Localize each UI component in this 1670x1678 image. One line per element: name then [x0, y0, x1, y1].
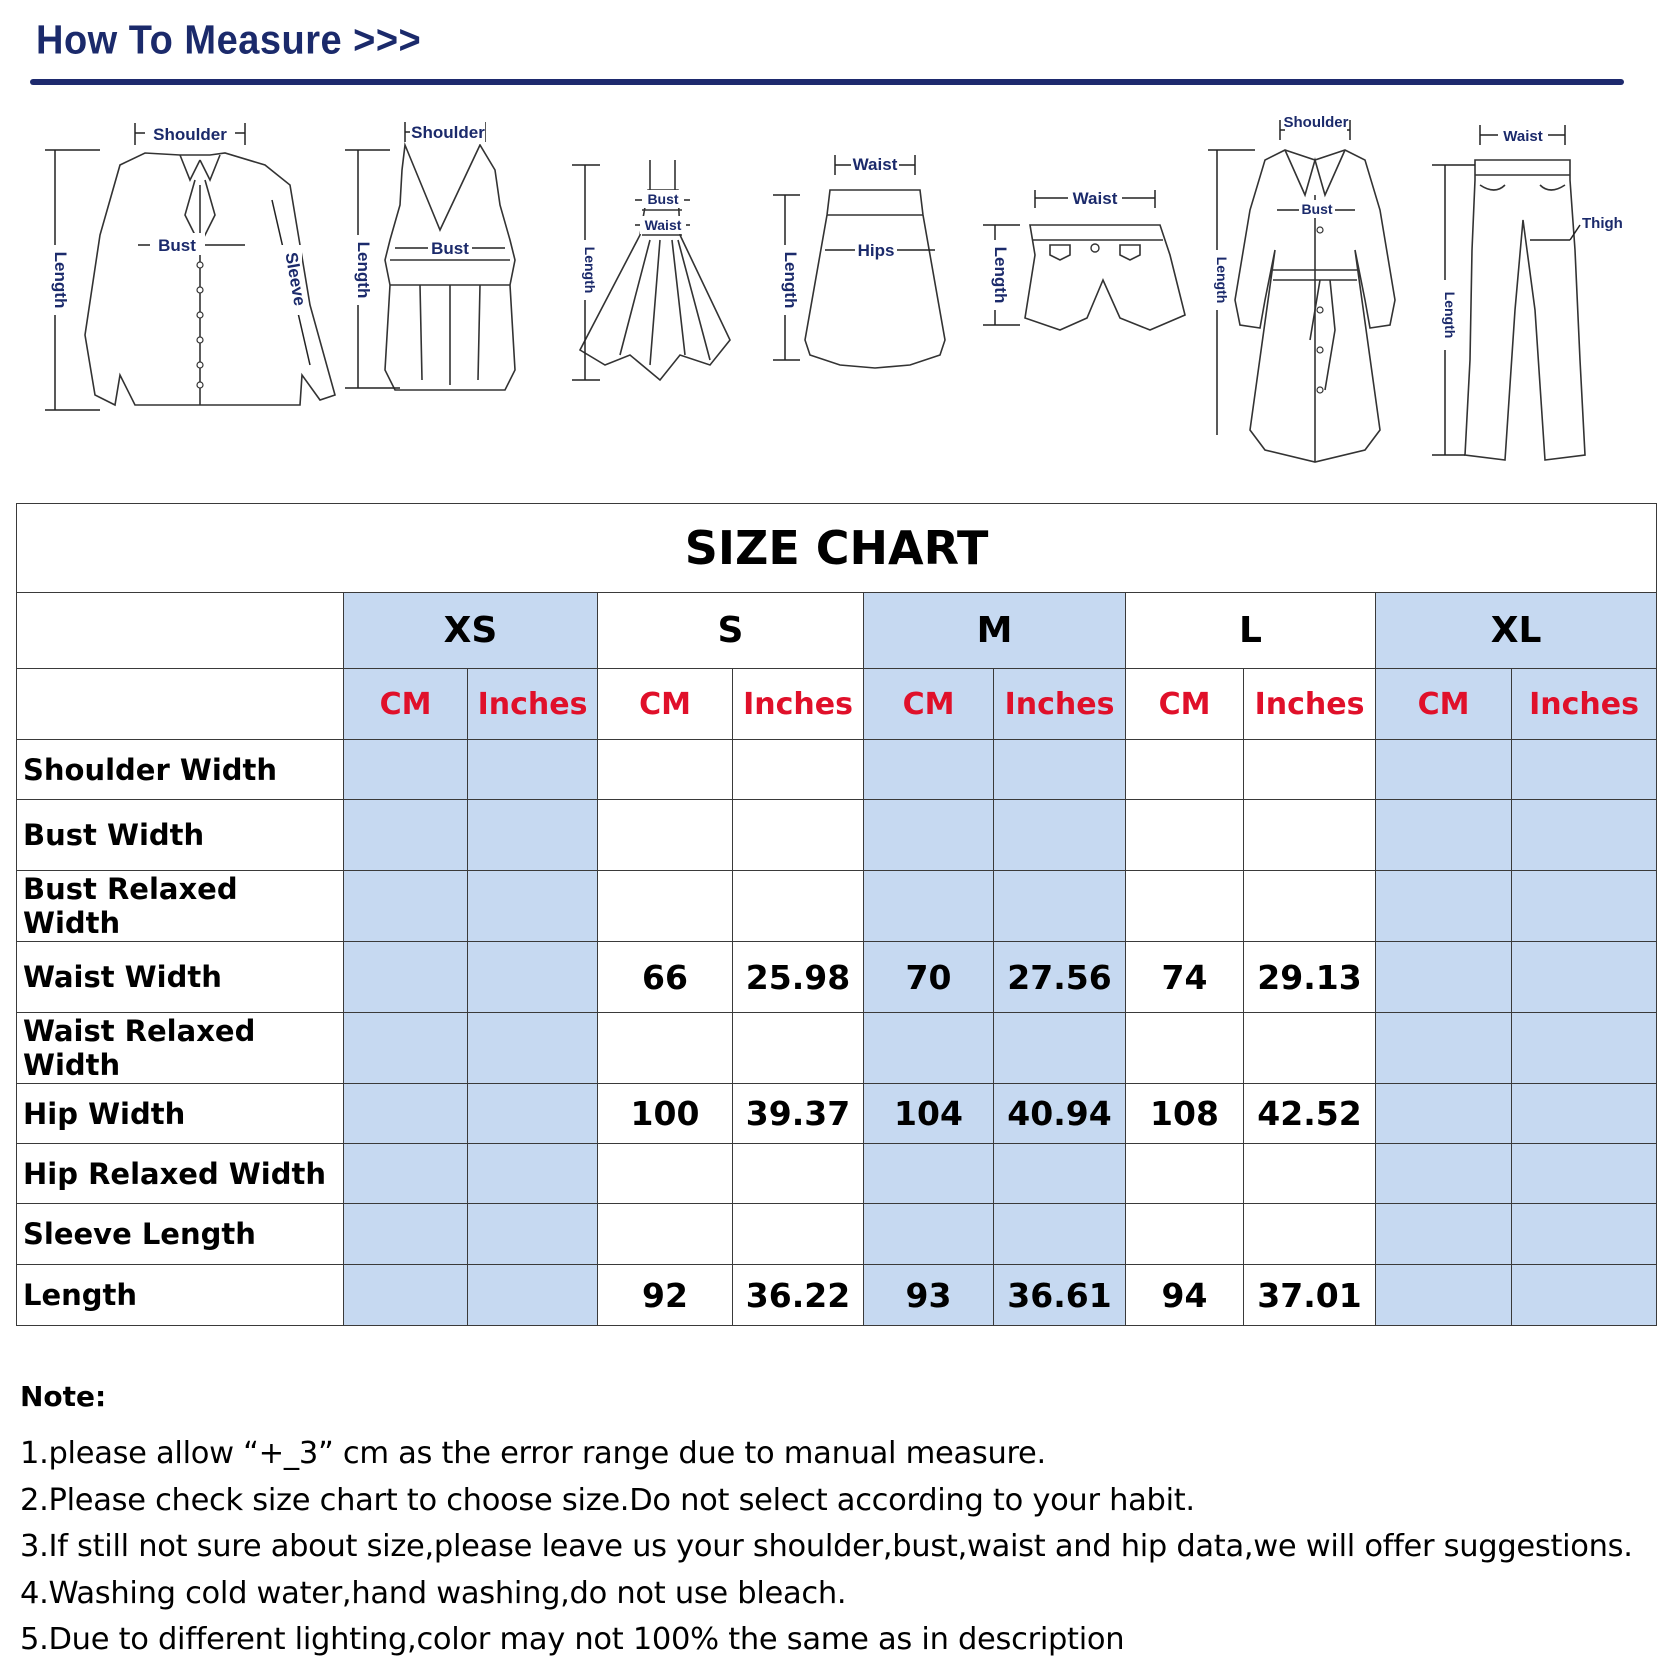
table-cell	[344, 871, 468, 942]
note-line: 2.Please check size chart to choose size.Do not select according to your habit.	[20, 1482, 1195, 1518]
tank-diagram	[340, 110, 540, 410]
how-to-measure-title: How To Measure >>>	[36, 18, 422, 64]
tank-length-label: Length	[354, 241, 373, 299]
pants-diagram	[1420, 110, 1623, 480]
table-cell	[994, 1144, 1126, 1204]
table-cell: 94	[1126, 1265, 1244, 1326]
row-label: Hip Relaxed Width	[17, 1144, 344, 1204]
table-cell	[1512, 1265, 1657, 1326]
table-cell	[733, 1144, 864, 1204]
table-cell	[1126, 1144, 1244, 1204]
table-cell	[1376, 1013, 1512, 1084]
table-cell	[994, 740, 1126, 800]
shorts-diagram	[975, 190, 1195, 370]
table-cell: 29.13	[1244, 942, 1376, 1013]
table-cell	[468, 800, 598, 871]
tank-shoulder-label: Shoulder	[411, 123, 485, 142]
skirt-hips-label: Hips	[857, 241, 895, 260]
unit-header-cell: CM	[1376, 669, 1512, 740]
table-cell	[994, 1204, 1126, 1265]
table-cell: 27.56	[994, 942, 1126, 1013]
table-cell: 37.01	[1244, 1265, 1376, 1326]
unit-header-cell: CM	[1126, 669, 1244, 740]
table-cell: 36.61	[994, 1265, 1126, 1326]
size-m-header: M	[864, 593, 1126, 669]
table-cell	[344, 740, 468, 800]
table-cell	[598, 800, 733, 871]
note-line: 3.If still not sure about size,please leave us your shoulder,bust,waist and hip data,we will offer suggestions.	[20, 1529, 1633, 1564]
table-cell	[733, 740, 864, 800]
shirt-shoulder-label: Shoulder	[153, 125, 227, 144]
table-cell	[1126, 1013, 1244, 1084]
table-cell	[344, 1265, 468, 1326]
pants-length-label: Length	[1442, 291, 1458, 339]
dress-diagram	[560, 150, 760, 410]
row-label: Waist Width	[17, 942, 344, 1013]
table-cell: 93	[864, 1265, 994, 1326]
notes-list	[20, 1431, 1660, 1664]
table-cell	[344, 1144, 468, 1204]
table-cell	[468, 1204, 598, 1265]
table-row	[17, 800, 1657, 871]
table-cell: 36.22	[733, 1265, 864, 1326]
table-row	[17, 1265, 1657, 1326]
table-row	[17, 1084, 1657, 1144]
unit-header-cell: CM	[344, 669, 468, 740]
shorts-waist-label: Waist	[1072, 189, 1118, 208]
unit-header-row	[17, 669, 1657, 740]
table-cell	[598, 1144, 733, 1204]
size-xl-header: XL	[1376, 593, 1657, 669]
coat-bust-label: Bust	[1301, 201, 1333, 217]
table-cell	[1376, 1265, 1512, 1326]
unit-header-cell: Inches	[994, 669, 1126, 740]
size-s-header: S	[598, 593, 864, 669]
table-cell: 108	[1126, 1084, 1244, 1144]
table-cell	[1376, 942, 1512, 1013]
skirt-waist-label: Waist	[852, 155, 898, 174]
skirt-length-label: Length	[781, 251, 800, 309]
shirt-bust-label: Bust	[158, 236, 196, 255]
table-cell: 40.94	[994, 1084, 1126, 1144]
pants-waist-label: Waist	[1503, 128, 1543, 145]
unit-header-cell: Inches	[1244, 669, 1376, 740]
row-label: Hip Width	[17, 1084, 344, 1144]
table-cell	[1376, 1144, 1512, 1204]
dress-length-label: Length	[582, 246, 598, 294]
table-cell	[1512, 800, 1657, 871]
table-row	[17, 871, 1657, 942]
table-cell	[468, 1013, 598, 1084]
table-cell	[994, 1013, 1126, 1084]
table-cell	[1512, 1144, 1657, 1204]
table-cell	[1244, 1204, 1376, 1265]
table-cell	[733, 1204, 864, 1265]
table-cell	[1376, 740, 1512, 800]
size-chart-body	[17, 740, 1657, 1326]
table-cell	[1244, 1144, 1376, 1204]
table-cell	[733, 800, 864, 871]
unit-header-cell: CM	[598, 669, 733, 740]
garment-diagrams	[0, 95, 1670, 495]
table-cell	[1126, 1204, 1244, 1265]
coat-length-label: Length	[1214, 256, 1230, 304]
table-row	[17, 1144, 1657, 1204]
table-cell	[864, 1204, 994, 1265]
unit-header-cell: Inches	[733, 669, 864, 740]
table-cell	[468, 942, 598, 1013]
size-header-row	[17, 593, 1657, 669]
table-cell	[344, 942, 468, 1013]
note-line: 1.please allow “+_3” cm as the error range due to manual measure.	[20, 1436, 1046, 1471]
table-cell: 39.37	[733, 1084, 864, 1144]
table-cell	[598, 740, 733, 800]
table-cell	[1512, 1013, 1657, 1084]
size-xs-header: XS	[344, 593, 598, 669]
unit-header-cell: CM	[864, 669, 994, 740]
unit-header-cell: Inches	[1512, 669, 1657, 740]
table-cell	[598, 1204, 733, 1265]
dress-waist-label: Waist	[644, 217, 682, 233]
table-cell	[1512, 871, 1657, 942]
shorts-length-label: Length	[991, 246, 1010, 304]
table-cell	[864, 740, 994, 800]
table-cell	[468, 1084, 598, 1144]
table-cell	[994, 800, 1126, 871]
row-label: Waist Relaxed Width	[17, 1013, 344, 1084]
table-cell: 92	[598, 1265, 733, 1326]
table-row	[17, 942, 1657, 1013]
row-label: Sleeve Length	[17, 1204, 344, 1265]
shirt-length-label: Length	[51, 251, 70, 309]
tank-bust-label: Bust	[431, 239, 469, 258]
skirt-diagram	[765, 150, 965, 400]
unit-header-corner	[17, 669, 344, 740]
table-cell	[1244, 740, 1376, 800]
table-row	[17, 740, 1657, 800]
note-line: 4.Washing cold water,hand washing,do not use bleach.	[20, 1575, 847, 1611]
table-cell	[1244, 871, 1376, 942]
row-label: Bust Width	[17, 800, 344, 871]
size-chart-title-row	[17, 504, 1657, 593]
table-cell: 66	[598, 942, 733, 1013]
table-cell	[1512, 942, 1657, 1013]
note-line: 5.Due to different lighting,color may not 100% the same as in description	[20, 1622, 1125, 1657]
table-cell	[468, 1265, 598, 1326]
dress-bust-label: Bust	[647, 191, 679, 207]
table-cell	[864, 1013, 994, 1084]
notes-title: Note:	[20, 1380, 107, 1413]
table-cell: 70	[864, 942, 994, 1013]
table-row	[17, 1204, 1657, 1265]
table-cell	[598, 1013, 733, 1084]
shirt-diagram	[40, 105, 340, 425]
coat-diagram	[1205, 100, 1425, 480]
table-cell	[1512, 1204, 1657, 1265]
size-header-corner	[17, 593, 344, 669]
table-cell: 104	[864, 1084, 994, 1144]
size-chart-title: SIZE CHART	[17, 504, 1657, 593]
table-row	[17, 1013, 1657, 1084]
table-cell	[598, 871, 733, 942]
header-divider	[30, 79, 1624, 85]
table-cell	[733, 1013, 864, 1084]
table-cell	[468, 871, 598, 942]
table-cell	[344, 800, 468, 871]
how-to-measure-header	[36, 18, 422, 64]
table-cell	[733, 871, 864, 942]
size-l-header: L	[1126, 593, 1376, 669]
table-cell	[1126, 800, 1244, 871]
row-label: Bust Relaxed Width	[17, 871, 344, 942]
table-cell	[1126, 871, 1244, 942]
table-cell	[1376, 1084, 1512, 1144]
table-cell	[1376, 800, 1512, 871]
table-cell	[344, 1084, 468, 1144]
table-cell	[1244, 800, 1376, 871]
table-cell	[994, 871, 1126, 942]
table-cell	[468, 1144, 598, 1204]
shirt-sleeve-label: Sleeve	[281, 250, 310, 308]
table-cell: 25.98	[733, 942, 864, 1013]
row-label: Shoulder Width	[17, 740, 344, 800]
table-cell	[864, 1144, 994, 1204]
coat-shoulder-label: Shoulder	[1283, 114, 1349, 131]
table-cell: 42.52	[1244, 1084, 1376, 1144]
table-cell	[1512, 740, 1657, 800]
table-cell	[864, 871, 994, 942]
pants-thigh-label: Thigh	[1582, 215, 1623, 232]
table-cell	[864, 800, 994, 871]
table-cell	[1512, 1084, 1657, 1144]
table-cell	[1376, 871, 1512, 942]
table-cell	[1376, 1204, 1512, 1265]
notes-section	[20, 1380, 1660, 1664]
table-cell	[1126, 740, 1244, 800]
table-cell: 100	[598, 1084, 733, 1144]
size-chart-table	[16, 503, 1657, 1326]
unit-header-cell: Inches	[468, 669, 598, 740]
row-label: Length	[17, 1265, 344, 1326]
table-cell	[344, 1013, 468, 1084]
table-cell	[468, 740, 598, 800]
table-cell: 74	[1126, 942, 1244, 1013]
table-cell	[1244, 1013, 1376, 1084]
table-cell	[344, 1204, 468, 1265]
